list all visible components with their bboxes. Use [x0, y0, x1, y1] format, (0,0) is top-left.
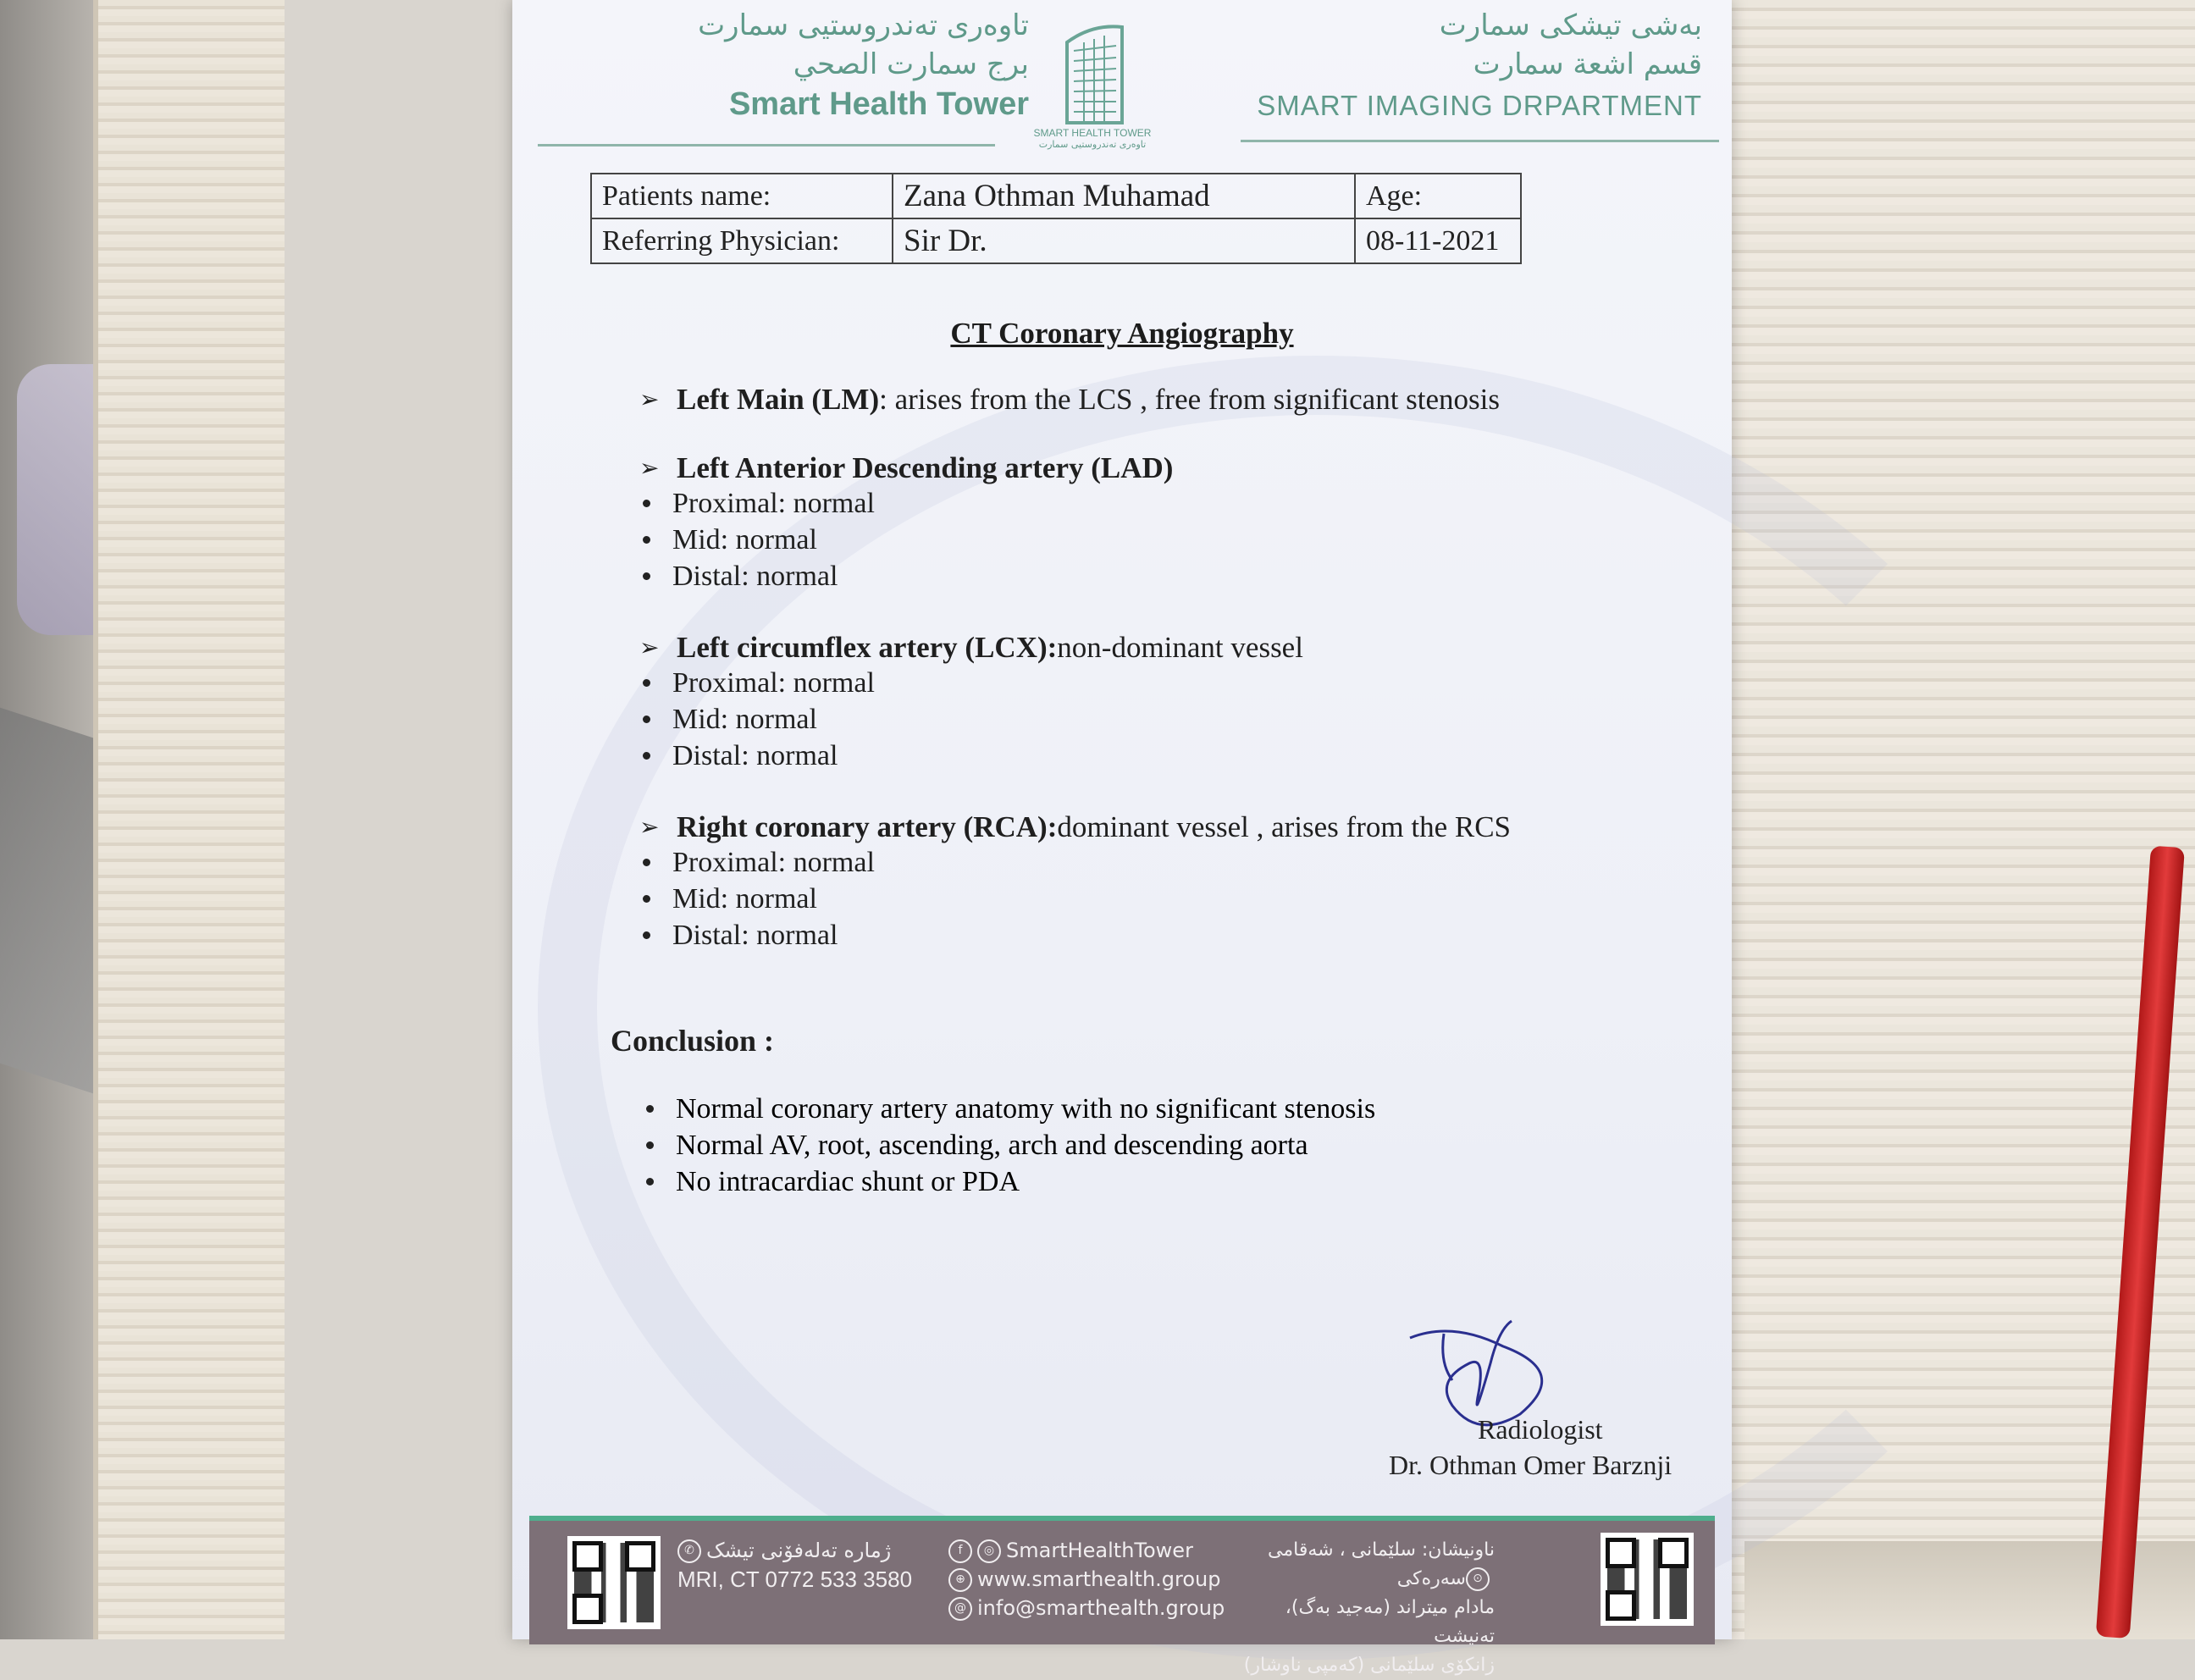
website-link: www.smarthealth.group — [977, 1567, 1221, 1591]
section-heading: Left circumflex artery (LCX): — [677, 631, 1058, 664]
bullet-icon — [643, 572, 650, 580]
tower-icon — [1042, 17, 1143, 127]
table-row — [591, 174, 1521, 218]
social-handle: SmartHealthTower — [1006, 1539, 1193, 1562]
list-item — [639, 665, 1303, 701]
bullet-icon — [643, 931, 650, 939]
list-item-text: Proximal: normal — [672, 487, 875, 519]
footer-phone — [677, 1536, 912, 1594]
logo-caption-ar: تاوەری تەندروستیی سمارت — [1038, 139, 1147, 150]
report-date: 08-11-2021 — [1355, 218, 1521, 263]
section-heading: Left Anterior Descending artery (LAD) — [677, 451, 1174, 484]
header-right-arabic-1: بەشی تیشکی سمارت — [1439, 8, 1702, 42]
list-item-text: Distal: normal — [672, 560, 838, 592]
section-heading: Right coronary artery (RCA): — [677, 810, 1058, 843]
report-sheet — [512, 0, 1732, 1676]
list-item-text: Proximal: normal — [672, 846, 875, 878]
referring-physician-value: Sir Dr. — [893, 218, 1355, 263]
list-item-text: Mid: normal — [672, 882, 817, 915]
phone-label: ژمارە تەلەفۆنی تیشک — [706, 1539, 892, 1562]
bullet-icon — [646, 1178, 654, 1185]
rca-list — [639, 844, 1511, 953]
list-item-text: Normal coronary artery anatomy with no significant stenosis — [676, 1092, 1376, 1125]
bullet-icon — [643, 716, 650, 723]
section-text: dominant vessel , arises from the RCS — [1057, 810, 1512, 843]
arrow-bullet-icon: ➢ — [639, 387, 660, 413]
email-link: info@smarthealth.group — [977, 1596, 1225, 1620]
arrow-bullet-icon: ➢ — [639, 456, 660, 482]
header-left — [589, 8, 1029, 123]
list-item — [639, 738, 1303, 774]
address-line: ناونیشان: سلێمانی ، شەقامی سەرەکی — [1268, 1539, 1495, 1589]
list-item-text: Proximal: normal — [672, 666, 875, 699]
patient-name-label: Patients name: — [591, 174, 893, 218]
lcx-list — [639, 665, 1303, 774]
section-heading: Left Main (LM) — [677, 383, 880, 416]
section-text: : arises from the LCS , free from significant stenosis — [879, 383, 1501, 416]
bullet-icon — [646, 1105, 654, 1113]
report-title: CT Coronary Angiography — [950, 317, 1294, 350]
instagram-icon: ◎ — [977, 1539, 1001, 1563]
list-item — [639, 917, 1511, 953]
list-item — [639, 522, 1173, 558]
globe-icon: ⊕ — [948, 1568, 972, 1592]
location-pin-icon: ⊙ — [1466, 1567, 1490, 1591]
bullet-icon — [643, 859, 650, 866]
logo-caption-en: SMART HEALTH TOWER — [1033, 127, 1152, 139]
header-divider — [538, 144, 995, 146]
header-left-english: Smart Health Tower — [728, 86, 1029, 122]
contact-footer — [529, 1516, 1715, 1676]
header-left-arabic-2: برج سمارت الصحي — [793, 47, 1029, 81]
footer-online — [948, 1536, 1225, 1622]
arrow-bullet-icon: ➢ — [639, 635, 660, 661]
age-label: Age: — [1355, 174, 1521, 218]
header-right-english: SMART IMAGING DRPARTMENT — [1257, 90, 1702, 121]
radiologist-name: Dr. Othman Omer Barznji — [1389, 1450, 1673, 1480]
section-left-main — [639, 383, 1500, 417]
list-item-text: Normal AV, root, ascending, arch and descending aorta — [676, 1129, 1308, 1161]
list-item — [639, 558, 1173, 594]
list-item-text: Mid: normal — [672, 703, 817, 735]
address-line: زانکۆی سلێمانی (کەمپی ناوشار) — [1243, 1655, 1495, 1676]
header-right-arabic-2: قسم اشعة سمارت — [1473, 47, 1702, 81]
list-item-text: Distal: normal — [672, 739, 838, 771]
qr-code-icon — [567, 1536, 661, 1629]
email-icon: @ — [948, 1597, 972, 1621]
section-text: non-dominant vessel — [1057, 631, 1303, 664]
section-rca — [639, 810, 1511, 953]
table-row — [591, 218, 1521, 263]
list-item — [639, 701, 1303, 738]
header-divider — [1241, 140, 1719, 142]
arrow-bullet-icon: ➢ — [639, 815, 660, 841]
facebook-icon: f — [948, 1539, 972, 1563]
list-item — [639, 485, 1173, 522]
bullet-icon — [643, 752, 650, 760]
section-lcx — [639, 631, 1303, 774]
wood-surface — [93, 0, 285, 1639]
list-item — [639, 881, 1511, 917]
bullet-icon — [643, 500, 650, 507]
address-line: مادام میتراند (مەجید بەگ)، تەنیشت — [1285, 1597, 1495, 1647]
lad-list — [639, 485, 1173, 594]
header-left-arabic-1: تاوەری تەندروستیی سمارت — [698, 8, 1029, 42]
footer-address — [1232, 1536, 1495, 1680]
qr-code-icon — [1601, 1533, 1694, 1626]
list-item — [643, 1091, 1375, 1127]
section-lad — [639, 451, 1173, 594]
conclusion-heading: Conclusion : — [611, 1024, 775, 1058]
list-item — [643, 1127, 1375, 1163]
bullet-icon — [643, 895, 650, 903]
referring-physician-label: Referring Physician: — [591, 218, 893, 263]
list-item-text: Mid: normal — [672, 523, 817, 555]
patient-name-value: Zana Othman Muhamad — [893, 174, 1355, 218]
phone-number: MRI, CT 0772 533 3580 — [677, 1567, 913, 1592]
list-item — [639, 844, 1511, 881]
list-item-text: Distal: normal — [672, 919, 838, 951]
list-item — [643, 1163, 1375, 1200]
list-item-text: No intracardiac shunt or PDA — [676, 1165, 1020, 1197]
bullet-icon — [646, 1141, 654, 1149]
conclusion-list — [643, 1091, 1375, 1200]
signature-label: Radiologist — [1478, 1414, 1603, 1445]
tower-logo — [1020, 17, 1164, 161]
header-right — [1236, 8, 1702, 122]
bullet-icon — [643, 679, 650, 687]
bullet-icon — [643, 536, 650, 544]
patient-info-table — [590, 173, 1522, 264]
phone-icon: ✆ — [677, 1539, 701, 1563]
